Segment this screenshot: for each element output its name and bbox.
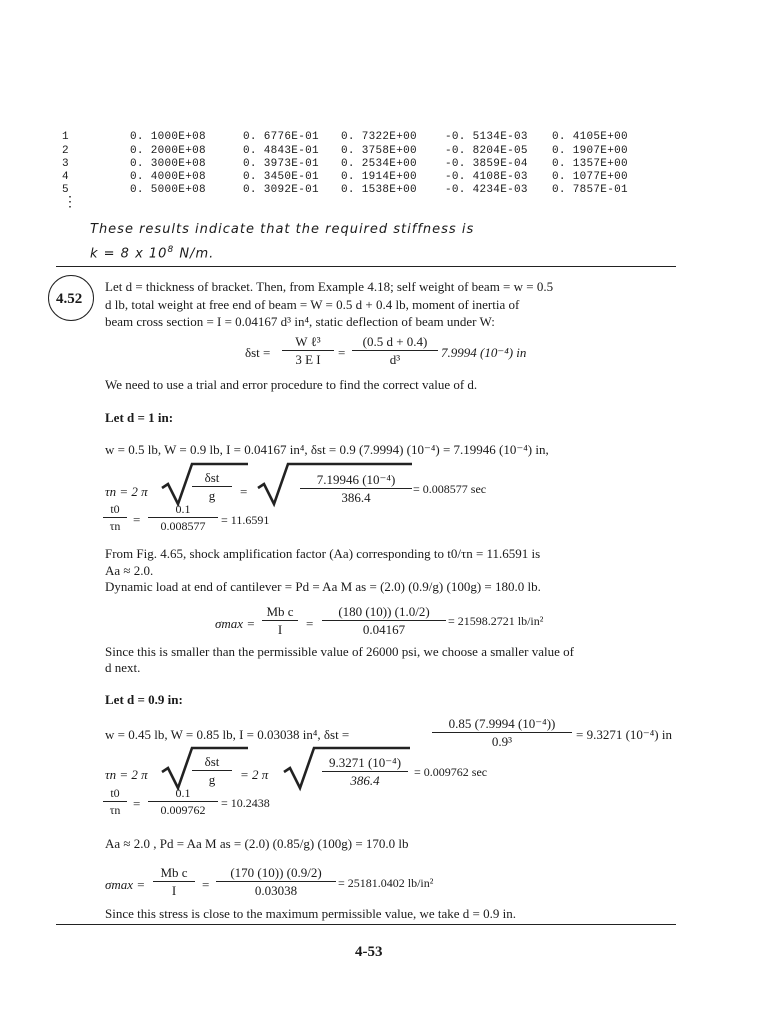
table-cell: 0. 6776E-01 [243,131,319,143]
sqrt4-fraction [322,755,408,789]
case2-aa-line: Aa ≈ 2.0 , Pd = Aa M as = (2.0) (0.85/g) (100g) = 170.0 lb [105,836,409,851]
fraction-numerator: 0.1 [175,502,191,516]
table-cell: 0. 1000E+08 [130,131,206,143]
case1-tau-result: = 0.008577 sec [413,482,487,496]
fraction-wl3-3ei [282,334,334,368]
fraction-numerator: t0 [110,502,120,516]
table-cell: 0. 3000E+08 [130,158,206,170]
sigma-mbc-i-2 [153,865,195,899]
fraction-numerator: (0.5 d + 0.4) [362,334,428,349]
fraction-denominator: 386.4 [300,488,412,506]
table-cell: 0. 1907E+00 [552,145,628,157]
page-number: 4-53 [355,944,383,960]
fraction-denominator: 0.009762 [148,801,218,818]
row-index: 2 [62,145,69,157]
table-cell: -0. 4234E-03 [445,184,528,196]
case1-sigma-result: = 21598.2721 lb/in² [448,614,544,628]
fraction-denominator: g [192,486,232,504]
fraction-numerator: t0 [110,786,120,800]
equals-sign: = [338,345,346,360]
trial-text: We need to use a trial and error procedure to find the correct value of d. [105,377,478,392]
table-cell: -0. 8204E-05 [445,145,528,157]
equals-sign: = [133,512,141,527]
fraction-numerator: W ℓ³ [295,334,321,349]
fraction-numerator: δst [204,754,220,769]
table-cell: -0. 5134E-03 [445,131,528,143]
equals-sign: = [240,484,248,499]
ratio-value-fraction [148,502,218,534]
table-cell: 0. 4843E-01 [243,145,319,157]
case1-from-line2: Aa ≈ 2.0. [105,563,154,578]
case1-dynamic-load: Dynamic load at end of cantilever = Pd = Aa M as = (2.0) (0.9/g) (100g) = 180.0 lb. [105,579,541,594]
table-cell: 0. 7322E+00 [341,131,417,143]
fraction-denominator: d³ [352,350,438,368]
case2-heading: Let d = 0.9 in: [105,692,183,707]
table-cell: 0. 1357E+00 [552,158,628,170]
case2-ratio-result: = 10.2438 [221,796,270,810]
table-cell: 0. 3092E-01 [243,184,319,196]
case1-values: w = 0.5 lb, W = 0.9 lb, I = 0.04167 in⁴, δst = 0.9 (7.9994) (10⁻⁴) = 7.19946 (10⁻⁴) in, [105,442,549,457]
stiffness-unit: N/m. [174,246,215,262]
case2-values-result: = 9.3271 (10⁻⁴) in [576,727,672,742]
divider-top [56,266,676,267]
table-cell: 0. 2534E+00 [341,158,417,170]
fraction-numerator: 7.19946 (10⁻⁴) [316,472,396,487]
row-index: 4 [62,171,69,183]
ratio-t0-taun-2 [103,786,127,818]
equals-sign: = [202,877,210,892]
table-cell: 0. 1538E+00 [341,184,417,196]
case1-tau-lhs: τn = 2 π [105,484,148,499]
ratio-value-fraction-2 [148,786,218,818]
equals-sign: = [133,796,141,811]
fraction-numerator: Mb c [160,865,188,880]
fraction-numerator: δst [204,470,220,485]
fraction-denominator: 0.04167 [322,620,446,638]
fraction-denominator: τn [103,517,127,534]
table-cell: 0. 1077E+00 [552,171,628,183]
sigma-value-fraction [322,604,446,638]
handwritten-note-line1: These results indicate that the required stiffness is [90,222,475,237]
case1-since-line1: Since this is smaller than the permissible value of 26000 psi, we choose a smaller value of [105,644,574,659]
sigma-mbc-i [262,604,298,638]
problem-number: 4.52 [56,291,83,307]
eq-static-lhs: δst = [245,345,271,360]
case2-deflection-fraction [432,716,572,750]
stiffness-exponent: 8 [167,245,175,255]
fraction-load-d3 [352,334,438,368]
fraction-denominator: 386.4 [322,771,408,789]
sigma-value-fraction-2 [216,865,336,899]
fraction-denominator: g [192,770,232,788]
table-cell: 0. 2000E+08 [130,145,206,157]
fraction-denominator: I [153,881,195,899]
case1-sigma-lhs: σmax = [215,616,256,631]
case1-heading: Let d = 1 in: [105,410,174,425]
case2-sigma-lhs: σmax = [105,877,146,892]
case2-sigma-result: = 25181.0402 lb/in² [338,876,434,890]
equals-sign: = [306,616,314,631]
table-cell: 0. 3450E-01 [243,171,319,183]
case1-from-line1: From Fig. 4.65, shock amplification factor (Aa) corresponding to t0/τn = 11.6591 is [105,546,541,561]
case2-final: Since this stress is close to the maximum permissible value, we take d = 0.9 in. [105,906,516,921]
table-cell: 0. 4000E+08 [130,171,206,183]
table-cell: 0. 7857E-01 [552,184,628,196]
table-cell: 0. 4105E+00 [552,131,628,143]
row-index: 5 [62,184,69,196]
case2-values: w = 0.45 lb, W = 0.85 lb, I = 0.03038 in⁴, δst = [105,727,350,742]
handwritten-note-line2 [90,245,214,261]
intro-line2: d lb, total weight at free end of beam = W = 0.5 d + 0.4 lb, moment of inertia of [105,297,520,312]
row-index: 3 [62,158,69,170]
fraction-denominator: 0.9³ [432,732,572,750]
fraction-numerator: 9.3271 (10⁻⁴) [328,755,402,770]
fraction-numerator: (180 (10)) (1.0/2) [338,604,430,619]
row-index: 1 [62,131,69,143]
sqrt1-fraction [192,470,232,504]
stiffness-prefix: k = 8 x 10 [90,246,168,262]
case2-tau-eq: = 2 π [240,767,269,782]
divider-bottom [56,924,676,925]
case1-ratio-result: = 11.6591 [221,513,270,527]
intro-line1: Let d = thickness of bracket. Then, from Example 4.18; self weight of beam = w = 0.5 [105,279,554,294]
ellipsis: ⋮ [63,195,78,211]
fraction-numerator: 0.1 [175,786,191,800]
fraction-denominator: 0.008577 [148,517,218,534]
case2-tau-lhs: τn = 2 π [105,767,148,782]
sqrt2-fraction [300,472,412,506]
fraction-numerator: Mb c [266,604,294,619]
eq-static-tail: 7.9994 (10⁻⁴) in [441,345,527,360]
fraction-denominator: τn [103,801,127,818]
case1-since-line2: d next. [105,660,141,675]
table-cell: 0. 3758E+00 [341,145,417,157]
table-cell: 0. 1914E+00 [341,171,417,183]
sqrt3-fraction [192,754,232,788]
case2-tau-result: = 0.009762 sec [414,765,488,779]
fraction-denominator: 0.03038 [216,881,336,899]
ratio-t0-taun [103,502,127,534]
table-cell: 0. 3973E-01 [243,158,319,170]
table-cell: -0. 4108E-03 [445,171,528,183]
fraction-numerator: 0.85 (7.9994 (10⁻⁴)) [448,716,556,731]
intro-line3: beam cross section = I = 0.04167 d³ in⁴, static deflection of beam under W: [105,314,495,329]
fraction-numerator: (170 (10)) (0.9/2) [230,865,322,880]
fraction-denominator: I [262,620,298,638]
fraction-denominator: 3 E I [282,350,334,368]
table-cell: -0. 3859E-04 [445,158,528,170]
table-cell: 0. 5000E+08 [130,184,206,196]
